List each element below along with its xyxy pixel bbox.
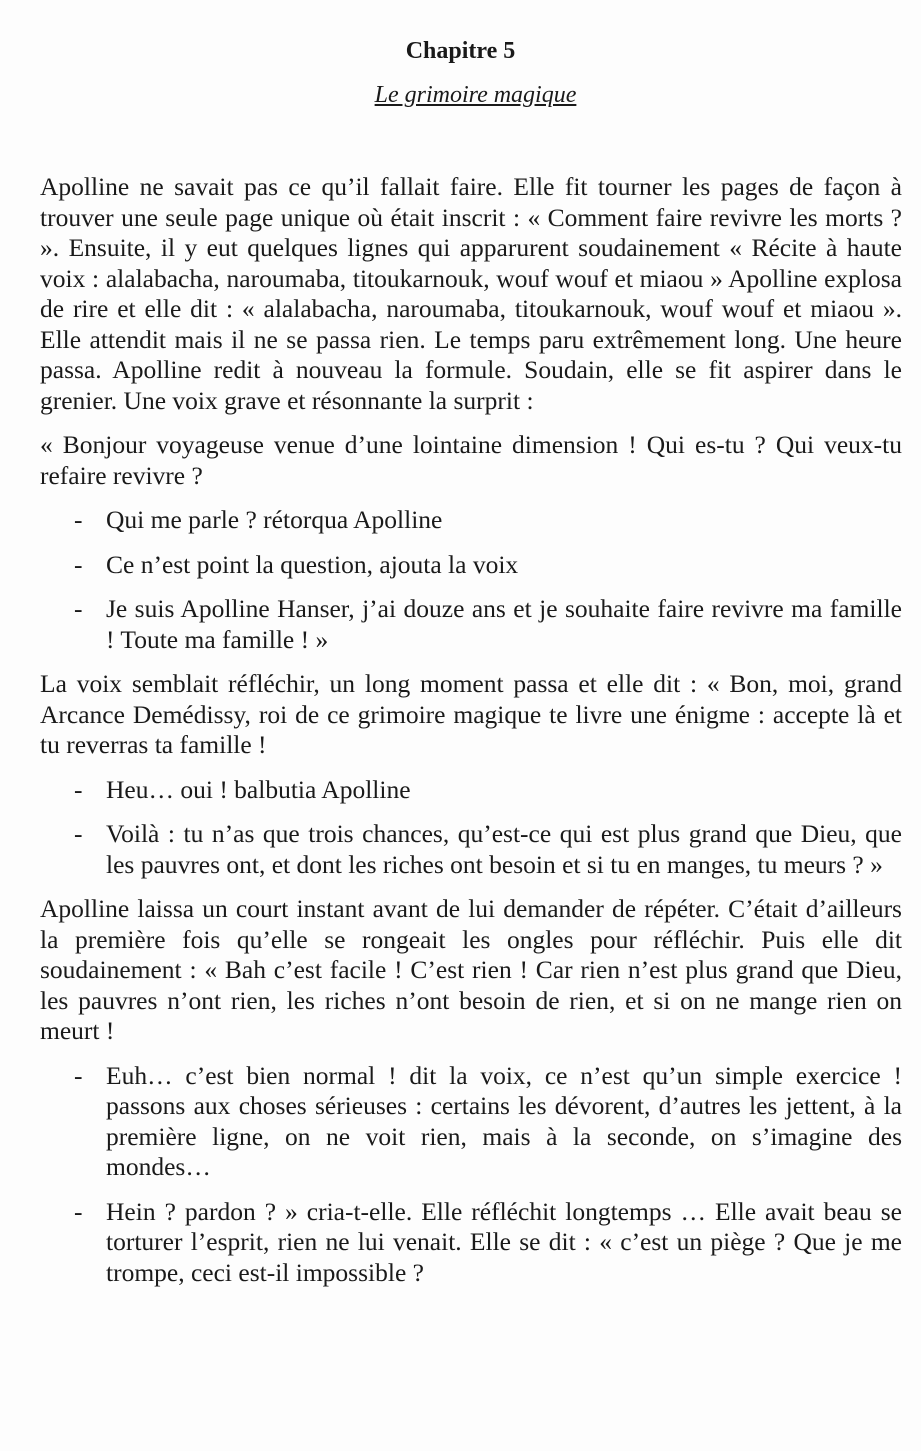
chapter-body (40, 172, 902, 1302)
dialogue-dash: - (74, 1060, 83, 1090)
dialogue-text: Heu… oui ! balbutia Apolline (106, 774, 411, 804)
dialogue-dash: - (74, 1196, 83, 1226)
dialogue-text: Ce n’est point la question, ajouta la voix (106, 549, 519, 579)
dialogue-text: Euh… c’est bien normal ! dit la voix, ce n’est qu’un simple exercice ! passons aux choses sérieuses : certains les dévorent, d’autres les jettent, à la première ligne, on ne voit rien, mais à la seconde, on s’imagine des mondes… (106, 1060, 902, 1181)
dialogue-dash: - (74, 594, 83, 623)
paragraph: Apolline laissa un court instant avant de lui demander de répéter. C’était d’ailleurs la première fois qu’elle se rongeait les ongles pour réfléchir. Puis elle dit soudainement : « Bah c’est facile ! C’est rien ! Car rien n’est plus grand que Dieu, les pauvres n’ont rien, les riches n’ont besoin de rien, et si on ne mange rien on meurt ! (40, 894, 902, 1045)
dialogue-line (40, 819, 902, 880)
dialogue-dash: - (74, 505, 83, 534)
paragraph: « Bonjour voyageuse venue d’une lointaine dimension ! Qui es-tu ? Qui veux-tu refaire revivre ? (40, 430, 902, 490)
chapter-title: Chapitre 5 (405, 38, 516, 64)
chapter-subtitle: Le grimoire magique (374, 82, 577, 108)
dialogue-dash: - (74, 819, 83, 848)
dialogue-text: Je suis Apolline Hanser, j’ai douze ans et je souhaite faire revivre ma famille ! Toute ma famille ! » (106, 594, 902, 654)
dialogue-text: Qui me parle ? rétorqua Apolline (106, 505, 443, 534)
dialogue-line (40, 505, 902, 536)
dialogue-text: Voilà : tu n’as que trois chances, qu’est-ce qui est plus grand que Dieu, que les pauvres ont, et dont les riches ont besoin et si tu en manges, tu meurs ? » (106, 819, 902, 879)
paragraph: Apolline ne savait pas ce qu’il fallait faire. Elle fit tourner les pages de façon à trouver une seule page unique où était inscrit : « Comment faire revivre les morts ? ». Ensuite, il y eut quelques lignes qui apparurent soudainement « Récite à haute voix : alalabacha, naroumaba, titoukarnouk, wouf wouf et miaou » Apolline explosa de rire et elle dit : « alalabacha, naroumaba, titoukarnouk, wouf wouf et miaou ». Elle attendit mais il ne se passa rien. Le temps paru extrêmement long. Une heure passa. Apolline redit à nouveau la formule. Soudain, elle se fit aspirer dans le grenier. Une voix grave et résonnante la surprit : (40, 172, 902, 415)
dialogue-line (40, 1061, 902, 1183)
dialogue-dash: - (74, 774, 83, 804)
dialogue-text: Hein ? pardon ? » cria-t-elle. Elle réfléchit longtemps … Elle avait beau se torturer l’esprit, rien ne lui venait. Elle se dit : « c’est un piège ? Que je me trompe, ceci est-il impossible ? (106, 1196, 902, 1287)
dialogue-line (40, 1197, 902, 1289)
dialogue-line (40, 550, 902, 581)
dialogue-line (40, 775, 902, 806)
paragraph: La voix semblait réfléchir, un long moment passa et elle dit : « Bon, moi, grand Arcance Demédissy, roi de ce grimoire magique te livre une énigme : accepte là et tu reverras ta famille ! (40, 669, 902, 759)
dialogue-dash: - (74, 549, 83, 579)
dialogue-line (40, 594, 902, 655)
